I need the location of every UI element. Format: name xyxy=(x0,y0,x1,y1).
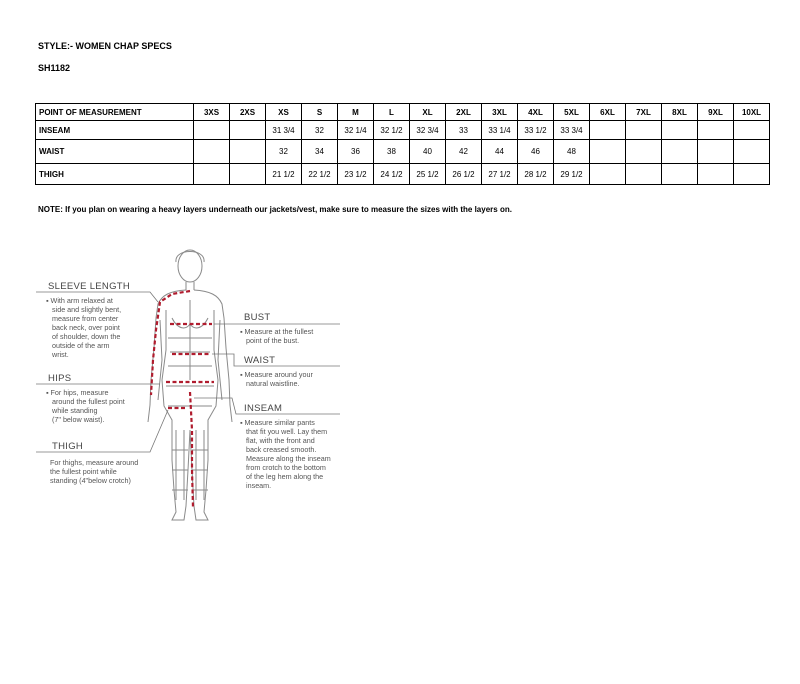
inseam-title: INSEAM xyxy=(244,403,283,414)
table-cell: 44 xyxy=(482,140,518,164)
sleeve-length-line xyxy=(151,291,190,395)
table-cell: 48 xyxy=(554,140,590,164)
waist-desc-1: ▪ Measure around your xyxy=(240,370,313,379)
inseam-desc-4: back creased smooth. xyxy=(246,445,317,454)
hips-desc-4: (7" below waist). xyxy=(52,415,105,424)
table-cell: 33 1/4 xyxy=(482,121,518,140)
bust-title: BUST xyxy=(244,312,271,323)
thigh-desc-1: For thighs, measure around xyxy=(50,458,139,467)
header-cell-size-3xl: 3XL xyxy=(482,104,518,121)
sleeve-length-title: SLEEVE LENGTH xyxy=(48,281,131,292)
header-cell-size-7xl: 7XL xyxy=(626,104,662,121)
header-cell-size-l: L xyxy=(374,104,410,121)
header-cell-point-of-measurement: POINT OF MEASUREMENT xyxy=(36,104,194,121)
header-cell-size-10xl: 10XL xyxy=(734,104,770,121)
table-cell: 28 1/2 xyxy=(518,164,554,185)
header-cell-size-3xs: 3XS xyxy=(194,104,230,121)
waist-desc-2: natural waistline. xyxy=(246,379,300,388)
bust-desc-2: point of the bust. xyxy=(246,336,300,345)
header-cell-size-2xl: 2XL xyxy=(446,104,482,121)
table-cell: 38 xyxy=(374,140,410,164)
header-cell-size-xs: XS xyxy=(266,104,302,121)
table-cell: 33 3/4 xyxy=(554,121,590,140)
table-cell: 24 1/2 xyxy=(374,164,410,185)
hips-desc-1: ▪ For hips, measure xyxy=(46,388,109,397)
thigh-title: THIGH xyxy=(52,441,84,452)
bust-desc-1: ▪ Measure at the fullest xyxy=(240,327,314,336)
header-cell-size-6xl: 6XL xyxy=(590,104,626,121)
sleeve-length-desc-1: ▪ With arm relaxed at xyxy=(46,296,113,305)
table-cell: 25 1/2 xyxy=(410,164,446,185)
header-cell-size-9xl: 9XL xyxy=(698,104,734,121)
sleeve-length-desc-2: side and slightly bent, xyxy=(52,305,122,314)
inseam-desc-1: ▪ Measure similar pants xyxy=(240,418,315,427)
sleeve-length-desc-7: wrist. xyxy=(52,350,69,359)
table-cell: 42 xyxy=(446,140,482,164)
header-cell-size-2xs: 2XS xyxy=(230,104,266,121)
table-cell: 40 xyxy=(410,140,446,164)
table-cell: 29 1/2 xyxy=(554,164,590,185)
body-figure-illustration xyxy=(148,250,232,520)
table-cell: 33 1/2 xyxy=(518,121,554,140)
table-cell: 46 xyxy=(518,140,554,164)
header-cell-size-8xl: 8XL xyxy=(662,104,698,121)
row-label: INSEAM xyxy=(36,121,194,140)
inseam-desc-6: from crotch to the bottom xyxy=(246,463,326,472)
table-cell: 33 xyxy=(446,121,482,140)
header-cell-size-4xl: 4XL xyxy=(518,104,554,121)
table-cell: 23 1/2 xyxy=(338,164,374,185)
table-cell: 32 xyxy=(302,121,338,140)
table-cell: 32 3/4 xyxy=(410,121,446,140)
table-cell: 32 xyxy=(266,140,302,164)
sleeve-length-desc-4: back neck, over point xyxy=(52,323,120,332)
header-cell-size-m: M xyxy=(338,104,374,121)
table-cell: 26 1/2 xyxy=(446,164,482,185)
waist-callout-line xyxy=(212,354,340,366)
table-cell: 36 xyxy=(338,140,374,164)
sleeve-length-desc-3: measure from center xyxy=(52,314,119,323)
thigh-desc-3: standing (4"below crotch) xyxy=(50,476,131,485)
inseam-desc-2: that fit you well. Lay them xyxy=(246,427,328,436)
thigh-desc-2: the fullest point while xyxy=(50,467,117,476)
table-cell: 31 3/4 xyxy=(266,121,302,140)
inseam-desc-8: inseam. xyxy=(246,481,272,490)
inseam-desc-3: flat, with the front and xyxy=(246,436,315,445)
hips-desc-3: while standing xyxy=(52,406,98,415)
table-cell: 32 1/4 xyxy=(338,121,374,140)
table-cell: 27 1/2 xyxy=(482,164,518,185)
sleeve-length-desc-5: of shoulder, down the xyxy=(52,332,121,341)
header-cell-size-5xl: 5XL xyxy=(554,104,590,121)
inseam-desc-5: Measure along the inseam xyxy=(246,454,331,463)
table-cell: 21 1/2 xyxy=(266,164,302,185)
table-cell: 22 1/2 xyxy=(302,164,338,185)
hips-desc-2: around the fullest point xyxy=(52,397,125,406)
table-cell: 34 xyxy=(302,140,338,164)
sleeve-length-desc-6: outside of the arm xyxy=(52,341,110,350)
row-label: WAIST xyxy=(36,140,194,164)
style-code: SH1182 xyxy=(38,63,71,73)
row-label: THIGH xyxy=(36,164,194,185)
table-cell: 32 1/2 xyxy=(374,121,410,140)
layering-note: NOTE: If you plan on wearing a heavy layers underneath our jackets/vest, make sure to measure the sizes with the layers on. xyxy=(38,205,512,214)
waist-title: WAIST xyxy=(244,355,276,366)
header-cell-size-s: S xyxy=(302,104,338,121)
inseam-desc-7: of the leg hem along the xyxy=(246,472,324,481)
header-cell-size-xl: XL xyxy=(410,104,446,121)
hips-title: HIPS xyxy=(48,373,72,384)
style-title: STYLE:- WOMEN CHAP SPECS xyxy=(38,41,172,51)
